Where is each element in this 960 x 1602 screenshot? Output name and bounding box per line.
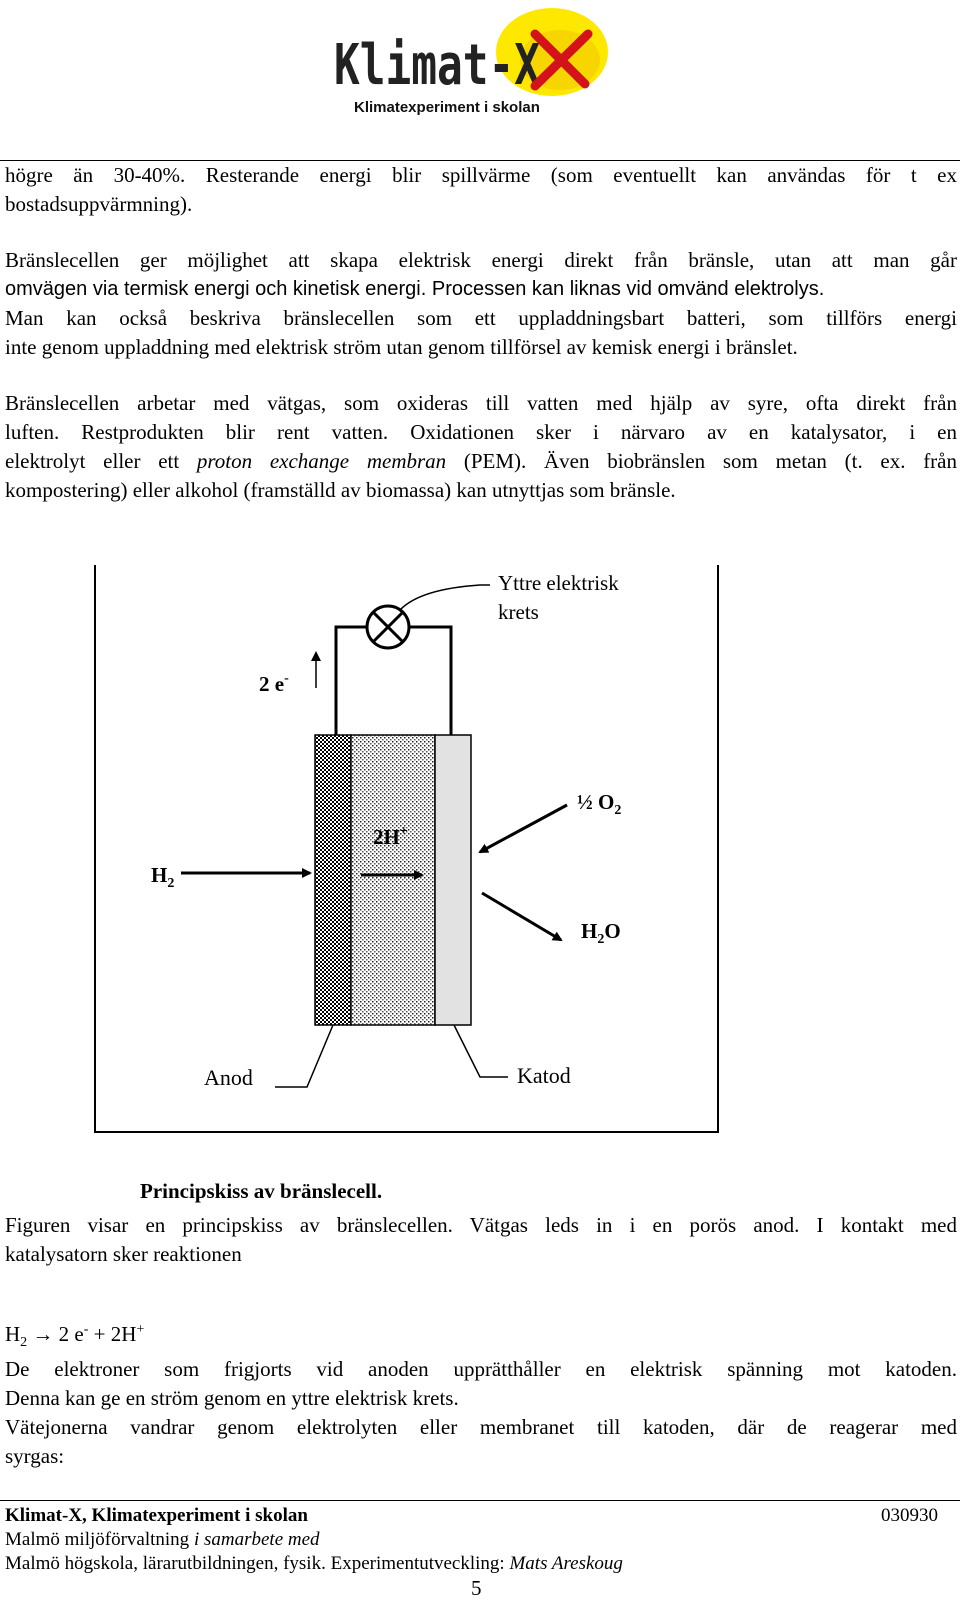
footer-organization: Klimat-X, Klimatexperiment i skolan <box>5 1505 308 1526</box>
logo-subtitle: Klimatexperiment i skolan <box>354 99 540 116</box>
water-label: $H_2O$ <box>581 919 621 947</box>
footer-rule <box>0 1500 960 1501</box>
oxygen-label: ½ $O_2$ <box>577 790 622 818</box>
text-line: inte genom uppladdning med elektrisk ström utan genom tillförsel av kemisk energi i bränslet. <box>5 335 798 359</box>
text-run: (PEM). Även biobränslen som metan (t. ex. från <box>446 449 957 473</box>
anode-layer <box>315 735 351 1025</box>
paragraph-1 <box>5 161 957 219</box>
paragraph-6 <box>5 1413 957 1471</box>
footer-text: Malmö högskola, lärarutbildningen, fysik. Experimentutveckling: <box>5 1553 510 1574</box>
eq-protons-sup: + <box>136 1322 145 1337</box>
footer-text-italic: i samarbete med <box>193 1529 320 1550</box>
footer-text: Malmö miljöförvaltning <box>5 1529 194 1550</box>
cathode-leader <box>454 1025 508 1077</box>
eq-protons: + 2H <box>88 1322 137 1346</box>
footer-date: 030930 <box>881 1505 938 1526</box>
paragraph-5 <box>5 1355 957 1413</box>
text-line: Denna kan ge en ström genom en yttre elektrisk krets. <box>5 1386 459 1410</box>
paragraph-2 <box>5 246 957 362</box>
circuit-label-line-2: krets <box>498 600 539 624</box>
anode-reaction-equation <box>5 1322 144 1351</box>
paragraph-4 <box>5 1211 957 1269</box>
pem-term: proton exchange membran <box>196 449 447 473</box>
text-line: Vätejonerna vandrar genom elektrolyten eller membranet till katoden, där de reagerar med <box>5 1415 957 1439</box>
electron-label: 2 e- <box>259 671 289 696</box>
anode-leader <box>275 1025 333 1087</box>
oxygen-inflow-arrow <box>480 805 567 852</box>
circuit-label-line-1: Yttre elektrisk <box>498 571 619 595</box>
hydrogen-label: $H_2$ <box>151 863 175 891</box>
circuit-label-leader <box>400 585 490 610</box>
text-line: Bränslecellen arbetar med vätgas, som oxideras till vatten med hjälp av syre, ofta direkt från <box>5 391 957 415</box>
cathode-label: Katod <box>517 1063 571 1088</box>
eq-h: H <box>5 1322 21 1346</box>
text-line <box>5 447 957 476</box>
text-line: bostadsuppvärmning). <box>5 192 193 216</box>
cathode-layer <box>435 735 471 1025</box>
reaction-arrow-icon: → <box>32 1322 54 1346</box>
text-line: syrgas: <box>5 1444 65 1468</box>
proton-label: 2H+ <box>373 824 408 849</box>
water-outflow-arrow <box>482 893 561 940</box>
text-line: De elektroner som frigjorts vid anoden upprätthåller en elektrisk spänning mot katoden. <box>5 1357 957 1381</box>
fuel-cell-diagram <box>0 565 960 1195</box>
page-number: 5 <box>471 1576 482 1600</box>
lamp-icon <box>367 606 409 648</box>
paragraph-3 <box>5 389 957 505</box>
text-line: högre än 30-40%. Resterande energi blir spillvärme (som eventuellt kan användas för t ex <box>5 163 957 187</box>
eq-electrons: 2 e <box>53 1322 84 1346</box>
footer-line-2 <box>5 1529 320 1551</box>
text-line: Figuren visar en principskiss av bränslecellen. Vätgas leds in i en porös anod. I kontakt med <box>5 1213 957 1237</box>
text-line: omvägen via termisk energi och kinetisk energi. Processen kan liknas vid omvänd elektrolys. <box>5 278 825 300</box>
eq-h-sub: 2 <box>20 1335 28 1351</box>
text-line: Man kan också beskriva bränslecellen som ett uppladdningsbart batteri, som tillförs energi <box>5 306 957 330</box>
eq-electrons-sup: - <box>83 1322 89 1337</box>
figure-caption: Principskiss av bränslecell. <box>140 1179 383 1203</box>
klimat-x-logo <box>330 4 620 122</box>
logo-wordmark: Klimat-X <box>334 33 540 98</box>
text-line: luften. Restprodukten blir rent vatten. Oxidationen sker i närvaro av en katalysator, i en <box>5 420 957 444</box>
text-line: kompostering) eller alkohol (framställd av biomassa) kan utnyttjas som bränsle. <box>5 478 676 502</box>
text-line: katalysatorn sker reaktionen <box>5 1242 242 1266</box>
electrolyte-layer <box>351 735 435 1025</box>
footer-author: Mats Areskoug <box>509 1553 623 1574</box>
footer-line-3 <box>5 1553 623 1575</box>
anode-label: Anod <box>204 1065 253 1090</box>
text-run: elektrolyt eller ett <box>5 449 197 473</box>
text-line: Bränslecellen ger möjlighet att skapa elektrisk energi direkt från bränsle, utan att man går <box>5 248 957 272</box>
